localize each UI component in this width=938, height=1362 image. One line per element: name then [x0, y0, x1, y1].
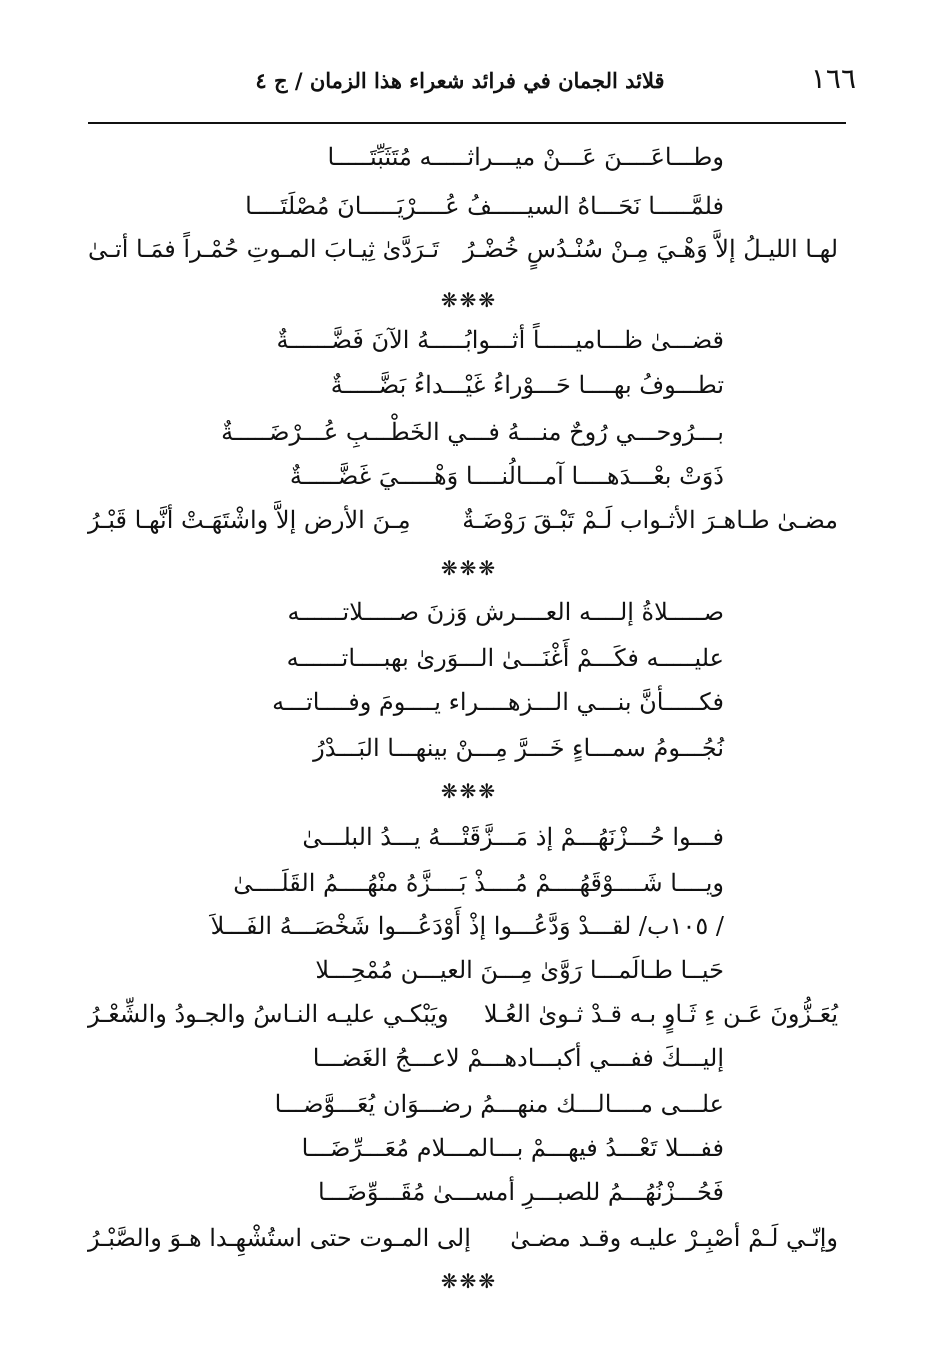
verse-line: ففـــلا تَعْـــدُ فيهـــمْ بـــالمـــلام مُعَـــرِّضَـــا — [301, 1134, 724, 1162]
verse-line: علـــى مــــالـــك منهـــمُ رضـــوَان يُعَـــوَّضـــا — [274, 1090, 724, 1118]
verse-line: فَحُـــزْنُهُـــمُ للصبـــرِ أمســـىٰ مُقَـــوِّضَـــا — [318, 1178, 724, 1206]
header-rule — [88, 122, 846, 124]
section-separator: ❋❋❋ — [440, 779, 498, 803]
verse-line-right-hemistich: وإنّـي لَـمْ أصْبِـرْ عليـه وقـد مضـىٰ — [510, 1224, 838, 1252]
verse-line: نُجُـــومُ سمـــاءٍ خَـــرَّ مِـــنْ بينهـــا البَـــدْرُ — [313, 734, 724, 762]
verse-line: إليـــكَ ففـــي أكبـــادهـــمْ لاعـــجُ الغَضـــا — [312, 1044, 724, 1072]
page-number: ١٦٦ — [810, 62, 856, 95]
verse-line: عليـــــه فكَـــمْ أَغْنَـــىٰ الـــوَرىٰ بهبــــاتــــــه — [286, 644, 724, 672]
verse-line: حَيــا طـالَمـــا رَوَّىٰ مِـــنَ العيـــن مُمْحِـــلا — [315, 956, 724, 984]
verse-line: ويــــا شَــــوْقَهُــــمْ مُــــذْ بَــــزَّهُ منْهُــــمُ القَلَــــىٰ — [233, 869, 724, 897]
verse-line-right-hemistich: مضـىٰ طـاهـرَ الأثـواب لَـمْ تَبْـقَ رَوْضَـةٌ — [462, 506, 838, 534]
section-separator: ❋❋❋ — [440, 1269, 498, 1293]
verse-line-left-hemistich: تَـرَدَّىٰ ثِيـابَ المـوتِ حُمْـراً فمَـا أتـىٰ — [88, 235, 440, 263]
verse-line: بـــرُوحـــي رُوحٌ منـــهُ فـــي الخَطْـــبِ عُـــرْضَـــــةٌ — [221, 418, 724, 446]
verse-line: / ١٠٥ب/ لقـــدْ وَدَّعُـــوا إذْ أَوْدَعُـــوا شَخْصَـــهُ الفَـــلاَ — [210, 912, 724, 940]
verse-line: قضـــىٰ ظـــاميـــــاً أثـــوابُـــــهُ الآنَ فَضَّــــــةٌ — [276, 326, 724, 354]
running-head: قلائد الجمان في فرائد شعراء هذا الزمان / ج ٤ — [255, 68, 665, 93]
section-separator: ❋❋❋ — [440, 288, 498, 312]
verse-line-right-hemistich: يُعَـزُّونَ عَـن ءِ ثَـاوٍ بـه قـدْ ثـوىٰ العُـلا — [483, 1000, 838, 1028]
verse-line: ذَوَتْ بعْـــدَهــــا آمـــالُنــــا وَهْـــــيَ غَضَّـــــةٌ — [289, 462, 724, 490]
section-separator: ❋❋❋ — [440, 556, 498, 580]
verse-line: صـــــلاةُ إلــــه العــــرش وَزنَ صـــــلاتــــــه — [287, 598, 724, 626]
verse-line: تطـــوفُ بهــــا حَـــوْراءُ غَيْـــداءُ بَضَّـــــةٌ — [330, 371, 724, 399]
verse-line-left-hemistich: ويَبْكـي عليـه النـاسُ والجـودُ والشِّعْـرُ — [88, 1000, 449, 1028]
verse-line-left-hemistich: إلى المـوت حتى استُشْهِـدا هـوَ والصَّبْـرُ — [88, 1224, 471, 1252]
verse-line: فـــوا حُـــزْنَهُـــمْ إذ مَـــزَّقَتْـــهُ يـــدُ البلـــىٰ — [302, 823, 724, 851]
verse-line: وطـــاعَــــنَ عَـــنْ ميـــراثـــــه مُتَثَبِّتَـــــا — [327, 143, 724, 171]
verse-line: فكـــــأنَّ بنـــي الـــزهــــراء يــــومَ وفــــاتـــه — [272, 688, 724, 716]
verse-line-right-hemistich: لهـا الليـلُ إلاَّ وَهْـيَ مِـنْ سُنْـدُسٍ خُضْـرُ — [463, 235, 838, 263]
verse-line-left-hemistich: مِـنَ الأرض إلاَّ واشْتَهَـتْ أنَّهـا قَبْـرُ — [88, 506, 411, 534]
verse-line: فلمَّـــــا نَحَـــاهُ السيـــــفُ عُــــرْيَـــــانَ مُصْلَتَــــا — [245, 192, 724, 220]
